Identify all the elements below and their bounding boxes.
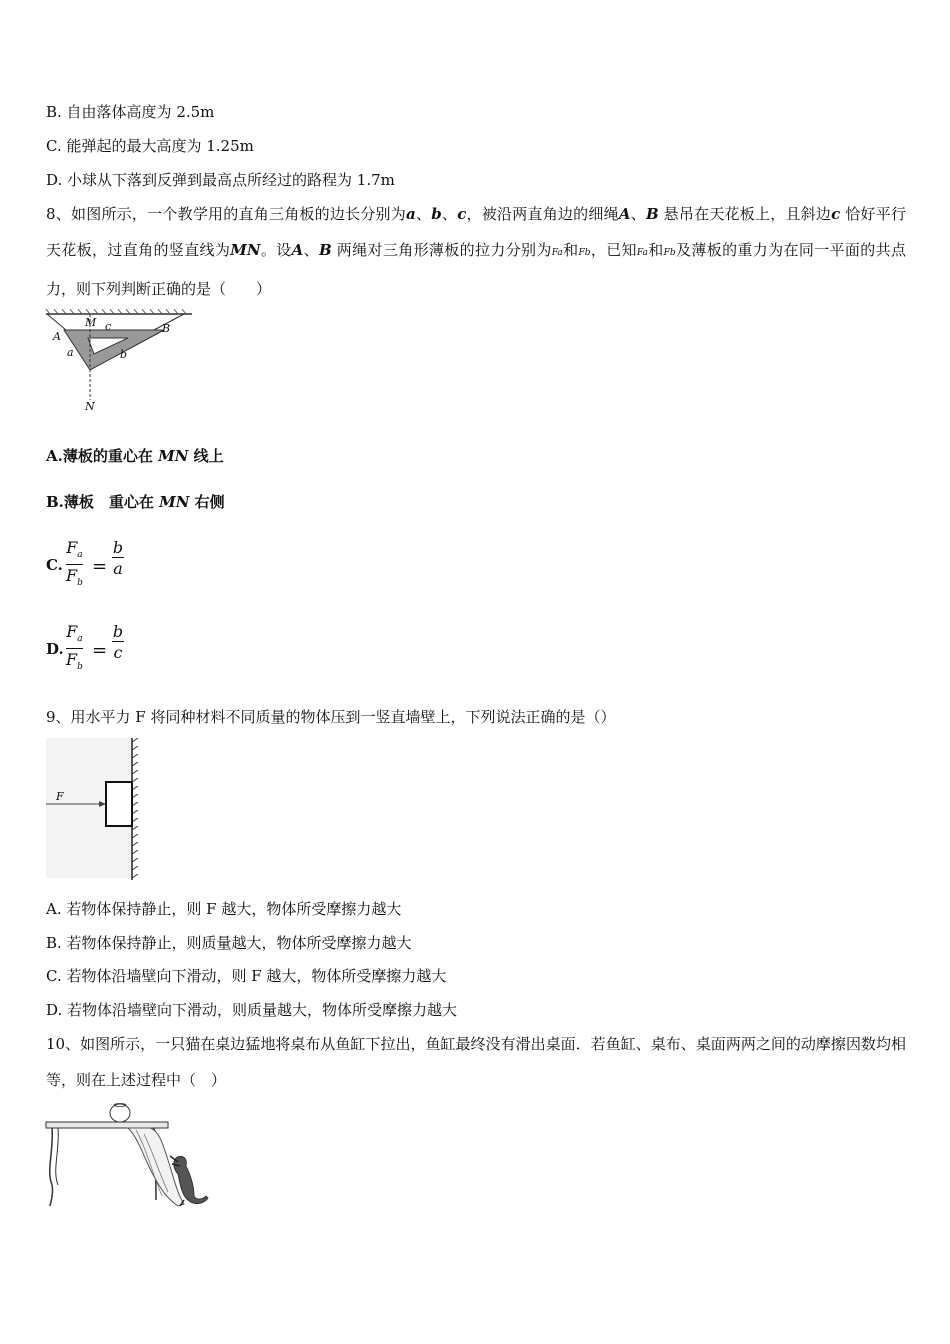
q8-label-b-vertex: B bbox=[162, 322, 171, 335]
q10-cat-table-figure bbox=[44, 1100, 214, 1212]
q8-triangle-figure bbox=[44, 308, 194, 418]
q9-wall-figure bbox=[44, 736, 144, 882]
q8-label-c: c bbox=[105, 320, 112, 333]
q7-option-b: B. 自由落体高度为 2.5m bbox=[46, 103, 215, 121]
q8-label-b-side: b bbox=[120, 348, 128, 361]
equals-sign: = bbox=[92, 640, 108, 661]
q8-label-a-vertex: A bbox=[53, 330, 61, 343]
fraction-fa-fb: $\frac{F_a}{F_b}$ bbox=[66, 623, 83, 676]
fraction-ratio: $\frac{b}{a}$ bbox=[112, 538, 124, 578]
q9-option-b: B. 若物体保持静止，则质量越大，物体所受摩擦力越大 bbox=[46, 934, 412, 952]
q9-option-c: C. 若物体沿墙壁向下滑动，则 F 越大，物体所受摩擦力越大 bbox=[46, 967, 447, 985]
fraction-ratio: $\frac{b}{c}$ bbox=[112, 622, 124, 662]
q8-option-a: A.薄板的重心在 MN 线上 bbox=[46, 447, 224, 465]
q8-label-m: M bbox=[85, 316, 97, 329]
q9-option-d: D. 若物体沿墙壁向下滑动，则质量越大，物体所受摩擦力越大 bbox=[46, 1001, 458, 1019]
q10-stem: 10、如图所示，一只猫在桌边猛地将桌布从鱼缸下拉出，鱼缸最终没有滑出桌面．若鱼缸、桌布、桌面两两之间的动摩擦因数均相等，则在上述过程中（ ） bbox=[46, 1035, 906, 1089]
q9-label-f: F bbox=[56, 790, 64, 803]
fraction-fa-fb: $\frac{F_a}{F_b}$ bbox=[66, 539, 83, 592]
q8-label-a-side: a bbox=[67, 346, 74, 359]
q7-option-d: D. 小球从下落到反弹到最高点所经过的路程为 1.7m bbox=[46, 171, 395, 189]
q8-stem: 8、如图所示，一个教学用的直角三角板的边长分别为a、b、c，被沿两直角边的细绳A、B 悬吊在天花板上，且斜边c 恰好平行天花板，过直角的竖直线为MN。设A、B 两绳对三角形薄板的拉力分别为Fa和Fb，已知Fa和Fb及薄板的重力为在同一平面的共点力，则下列判断正确的是（ ） bbox=[46, 205, 906, 298]
q9-option-a: A. 若物体保持静止，则 F 越大，物体所受摩擦力越大 bbox=[46, 900, 402, 918]
q7-option-c: C. 能弹起的最大高度为 1.25m bbox=[46, 137, 254, 155]
q9-stem: 9、用水平力 F 将同种材料不同质量的物体压到一竖直墙壁上，下列说法正确的是（） bbox=[46, 708, 616, 726]
option-label: C. bbox=[46, 556, 63, 574]
q8-option-b: B.薄板 重心在 MN 右侧 bbox=[46, 493, 225, 511]
equals-sign: = bbox=[92, 556, 108, 577]
q8-option-d bbox=[46, 623, 166, 673]
q8-option-c bbox=[46, 539, 166, 589]
q8-label-n: N bbox=[85, 400, 95, 413]
option-label: D. bbox=[46, 640, 64, 658]
